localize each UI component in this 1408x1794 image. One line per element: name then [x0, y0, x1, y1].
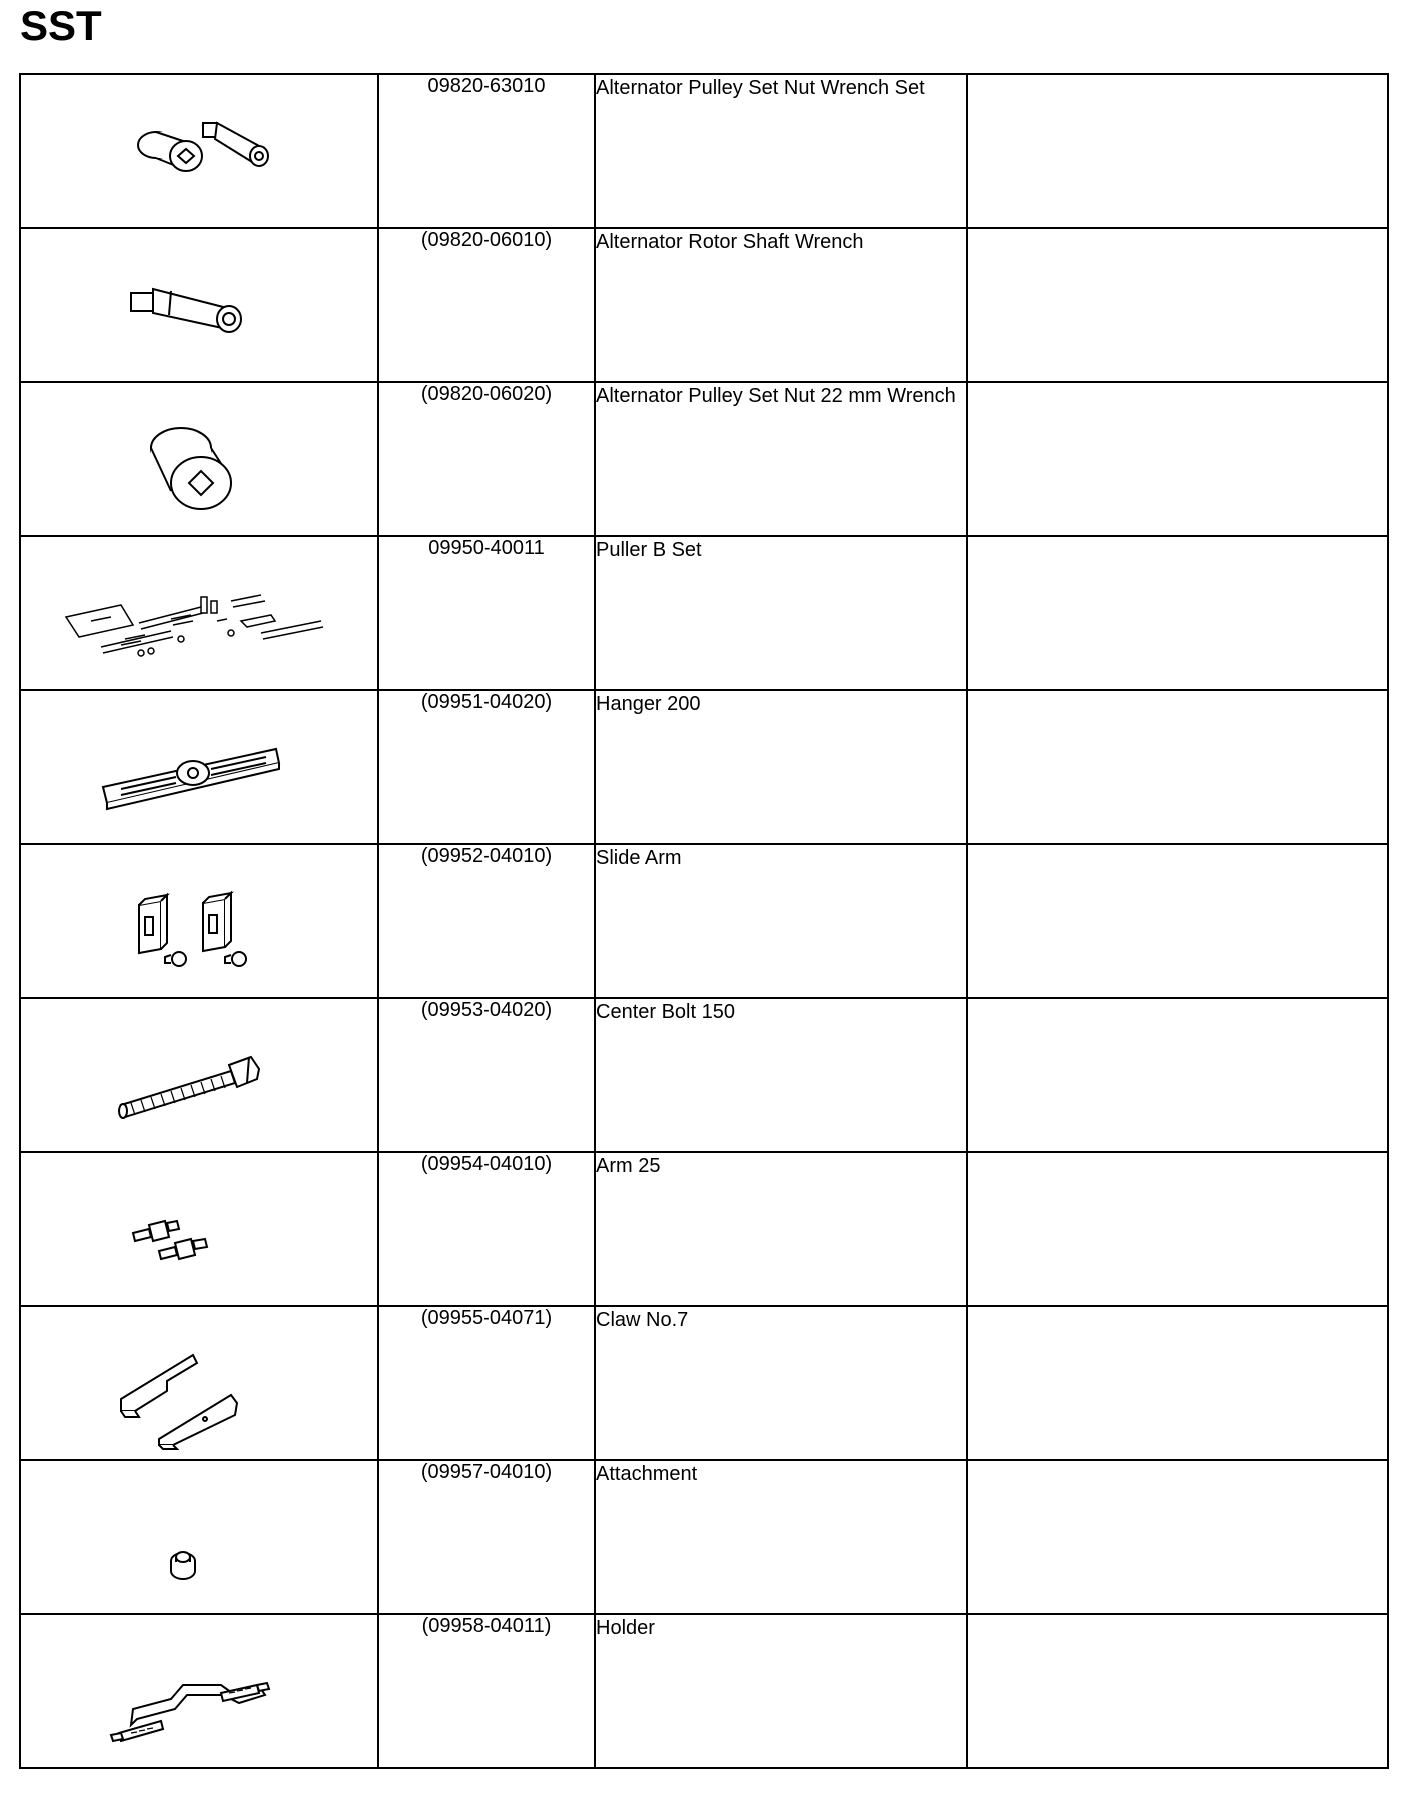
illustration-cell — [20, 382, 378, 536]
tool-name: Hanger 200 — [595, 690, 967, 844]
attachment-illustration — [21, 1461, 377, 1613]
illustration-cell — [20, 844, 378, 998]
table-row — [20, 382, 1388, 536]
table-row — [20, 1614, 1388, 1768]
hanger-illustration — [21, 691, 377, 843]
pulley-nut-wrench-set-illustration — [21, 75, 377, 227]
arm-illustration — [21, 1153, 377, 1305]
table-row — [20, 690, 1388, 844]
notes-cell — [967, 1460, 1388, 1614]
table-row — [20, 1152, 1388, 1306]
tool-name: Alternator Pulley Set Nut 22 mm Wrench — [595, 382, 967, 536]
table-row — [20, 228, 1388, 382]
holder-illustration — [21, 1615, 377, 1767]
puller-b-set-illustration — [21, 537, 377, 689]
notes-cell — [967, 1152, 1388, 1306]
illustration-cell — [20, 690, 378, 844]
tool-name: Alternator Pulley Set Nut Wrench Set — [595, 74, 967, 228]
notes-cell — [967, 74, 1388, 228]
illustration-cell — [20, 1152, 378, 1306]
part-number: (09951-04020) — [378, 690, 595, 844]
part-number: (09952-04010) — [378, 844, 595, 998]
part-number: (09953-04020) — [378, 998, 595, 1152]
notes-cell — [967, 690, 1388, 844]
tool-name: Puller B Set — [595, 536, 967, 690]
table-row — [20, 1306, 1388, 1460]
part-number: (09955-04071) — [378, 1306, 595, 1460]
part-number: (09820-06020) — [378, 382, 595, 536]
illustration-cell — [20, 228, 378, 382]
socket-22mm-illustration — [21, 383, 377, 535]
notes-cell — [967, 382, 1388, 536]
illustration-cell — [20, 1460, 378, 1614]
notes-cell — [967, 1614, 1388, 1768]
table-row — [20, 1460, 1388, 1614]
tool-name: Arm 25 — [595, 1152, 967, 1306]
rotor-shaft-wrench-illustration — [21, 229, 377, 381]
notes-cell — [967, 536, 1388, 690]
tool-name: Alternator Rotor Shaft Wrench — [595, 228, 967, 382]
part-number: (09954-04010) — [378, 1152, 595, 1306]
tool-name: Attachment — [595, 1460, 967, 1614]
page-title: SST — [20, 2, 102, 49]
notes-cell — [967, 998, 1388, 1152]
tool-name: Slide Arm — [595, 844, 967, 998]
tool-name: Holder — [595, 1614, 967, 1768]
illustration-cell — [20, 1306, 378, 1460]
part-number: 09820-63010 — [378, 74, 595, 228]
part-number: 09950-40011 — [378, 536, 595, 690]
notes-cell — [967, 228, 1388, 382]
table-row — [20, 536, 1388, 690]
illustration-cell — [20, 74, 378, 228]
claw-illustration — [21, 1307, 377, 1459]
slide-arm-illustration — [21, 845, 377, 997]
part-number: (09820-06010) — [378, 228, 595, 382]
table-row — [20, 844, 1388, 998]
tool-name: Center Bolt 150 — [595, 998, 967, 1152]
tool-name: Claw No.7 — [595, 1306, 967, 1460]
part-number: (09958-04011) — [378, 1614, 595, 1768]
table-row — [20, 74, 1388, 228]
table-row — [20, 998, 1388, 1152]
notes-cell — [967, 1306, 1388, 1460]
illustration-cell — [20, 1614, 378, 1768]
part-number: (09957-04010) — [378, 1460, 595, 1614]
illustration-cell — [20, 536, 378, 690]
illustration-cell — [20, 998, 378, 1152]
center-bolt-illustration — [21, 999, 377, 1151]
sst-table — [19, 73, 1389, 1769]
notes-cell — [967, 844, 1388, 998]
